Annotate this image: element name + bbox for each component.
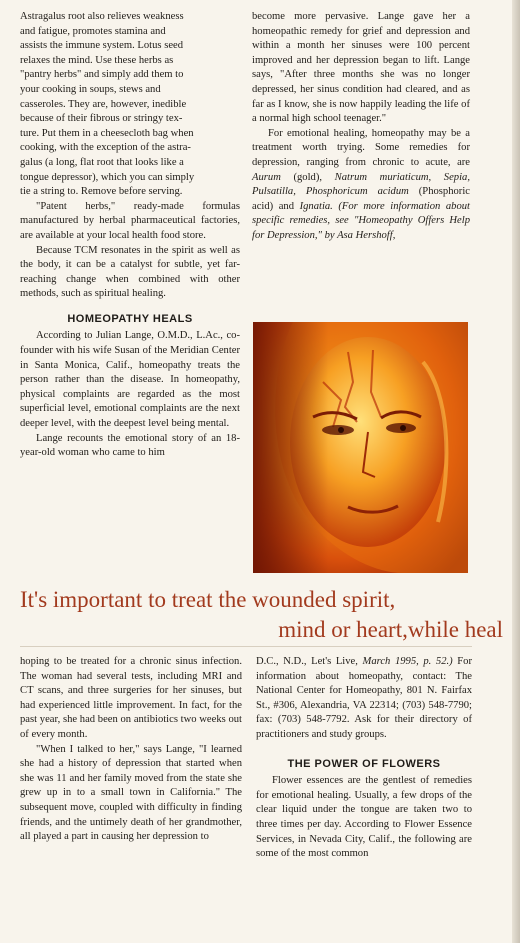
- text-line: casseroles. They are, however, inedible: [20, 98, 187, 110]
- paragraph-emotional-healing: [252, 127, 470, 244]
- text-run: (Phosphoric acid) and: [252, 186, 470, 212]
- remedy-ignatia: Ignatia. (For more information about specific remedies, see "Homeopathy Offers Help for Depression," by Asa Hershoff,: [252, 200, 470, 241]
- paragraph-tcm: Because TCM resonates in the spirit as well as the body, it can be a catalyst for subtle, yet far-reaching change when combined with other methods, such as spiritual healing.: [20, 244, 240, 300]
- text-line: your cooking in soups, stews and: [20, 83, 161, 95]
- pull-quote-line-1: It's important to treat the wounded spirit,: [20, 587, 396, 612]
- text-line: relaxes the mind. Use these herbs as: [20, 54, 174, 66]
- text-line: because of their fibrous or stringy tex-: [20, 113, 183, 125]
- paragraph-citation: [256, 655, 472, 743]
- text-line: ture. Put them in a cheesecloth bag when: [20, 127, 194, 139]
- face-illustration: [253, 322, 468, 573]
- text-run: For information about homeopathy, contact: The National Center for Homeopathy, 801 N. Fairfax St., #306, Alexandria, VA 22314; (703) 548-7790; fax: (703) 548-7792. Ask for their directory of practitioners and study groups.: [256, 656, 472, 740]
- paragraph-flower-essences: Flower essences are the gentlest of remedies for emotional healing. Usually, a few drops of the clear liquid under the tongue are taken two to three times per day. According to Flower Essence Services, in Nevada City, Calif., the following are some of the most common: [256, 775, 472, 860]
- text-line: cooking, with the exception of the astra-: [20, 142, 191, 154]
- text-column-4: [256, 655, 472, 862]
- text-line: tie a string to. Remove before serving.: [20, 186, 183, 198]
- section-heading-flowers: THE POWER OF FLOWERS: [287, 757, 441, 770]
- text-line: and fatigue, promotes stamina and: [20, 25, 166, 37]
- pull-quote: [20, 585, 515, 645]
- text-run: (gold),: [280, 171, 335, 183]
- citation-date: March 1995, p. 52.): [362, 656, 453, 667]
- paragraph-astragalus: [20, 10, 240, 200]
- paragraph-lange-story: Lange recounts the emotional story of an 18-year-old woman who came to him: [20, 432, 240, 459]
- paragraph-depression-history: "When I talked to her," says Lange, "I learned she had a history of depression that started when she was 11 and her family moved from the state she grew up in to a small town in California." The subsequent move, coupled with difficulty in finding friends, and the untimely death of her grandmother, all played a part in causing her depression to: [20, 743, 242, 843]
- section-heading-homeopathy: HOMEOPATHY HEALS: [67, 312, 193, 325]
- text-line: Astragalus root also relieves weakness: [20, 11, 184, 22]
- text-column-3: [20, 655, 242, 845]
- remedy-list: Natrum muriaticum, Sepia, Pulsatilla, Phosphoricum acidum: [252, 171, 470, 198]
- text-column-1: [20, 10, 240, 461]
- text-line: assists the immune system. Lotus seed: [20, 40, 184, 52]
- text-line: tongue depressor), which you can simply: [20, 171, 195, 183]
- text-run: For emotional healing, homeopathy may be a treatment worth trying. Some remedies for depression, ranging from chronic to acute, are: [252, 127, 470, 168]
- remedy-aurum: Aurum: [252, 171, 281, 183]
- page-spine-edge: [512, 0, 520, 943]
- paragraph-patent-herbs: "Patent herbs," ready-made formulas manufactured by herbal pharmaceutical factories, are available at your local health food store.: [20, 200, 240, 241]
- text-line: "pantry herbs" and simply add them to: [20, 69, 184, 81]
- text-column-2: [252, 10, 470, 244]
- paragraph-sinus: hoping to be treated for a chronic sinus infection. The woman had several tests, including MRI and CT scans, and three surgeries for her sinuses, but had experienced little improvement. In fact, for the past year, she had been on antibiotics two weeks out of every month.: [20, 656, 242, 740]
- divider: [20, 646, 472, 647]
- pull-quote-line-2: mind or heart,while heal: [278, 617, 503, 642]
- painted-face-photo: [253, 322, 468, 573]
- text-line: galus (a long, flat root that looks like a: [20, 156, 184, 168]
- text-run: D.C., N.D., Let's Live,: [256, 656, 363, 667]
- paragraph-lange-remedy: become more pervasive. Lange gave her a homeopathic remedy for grief and depression and within a month her sinuses were 100 percent improved and her depression began to lift. Lange says, "After three months she was no longer depressed, her sinus condition had cleared, and as far as I know, she is now happily leading the life of a normal high school teenager.": [252, 11, 470, 125]
- paragraph-lange: According to Julian Lange, O.M.D., L.Ac., co-founder with his wife Susan of the Meridian Center in Santa Monica, Calif., homeopathy treats the person rather than the disease. In homeopathy, physical complaints are regarded as the most superficial level, emotional complaints are the next deeper level, with the deepest level being mental.: [20, 330, 240, 430]
